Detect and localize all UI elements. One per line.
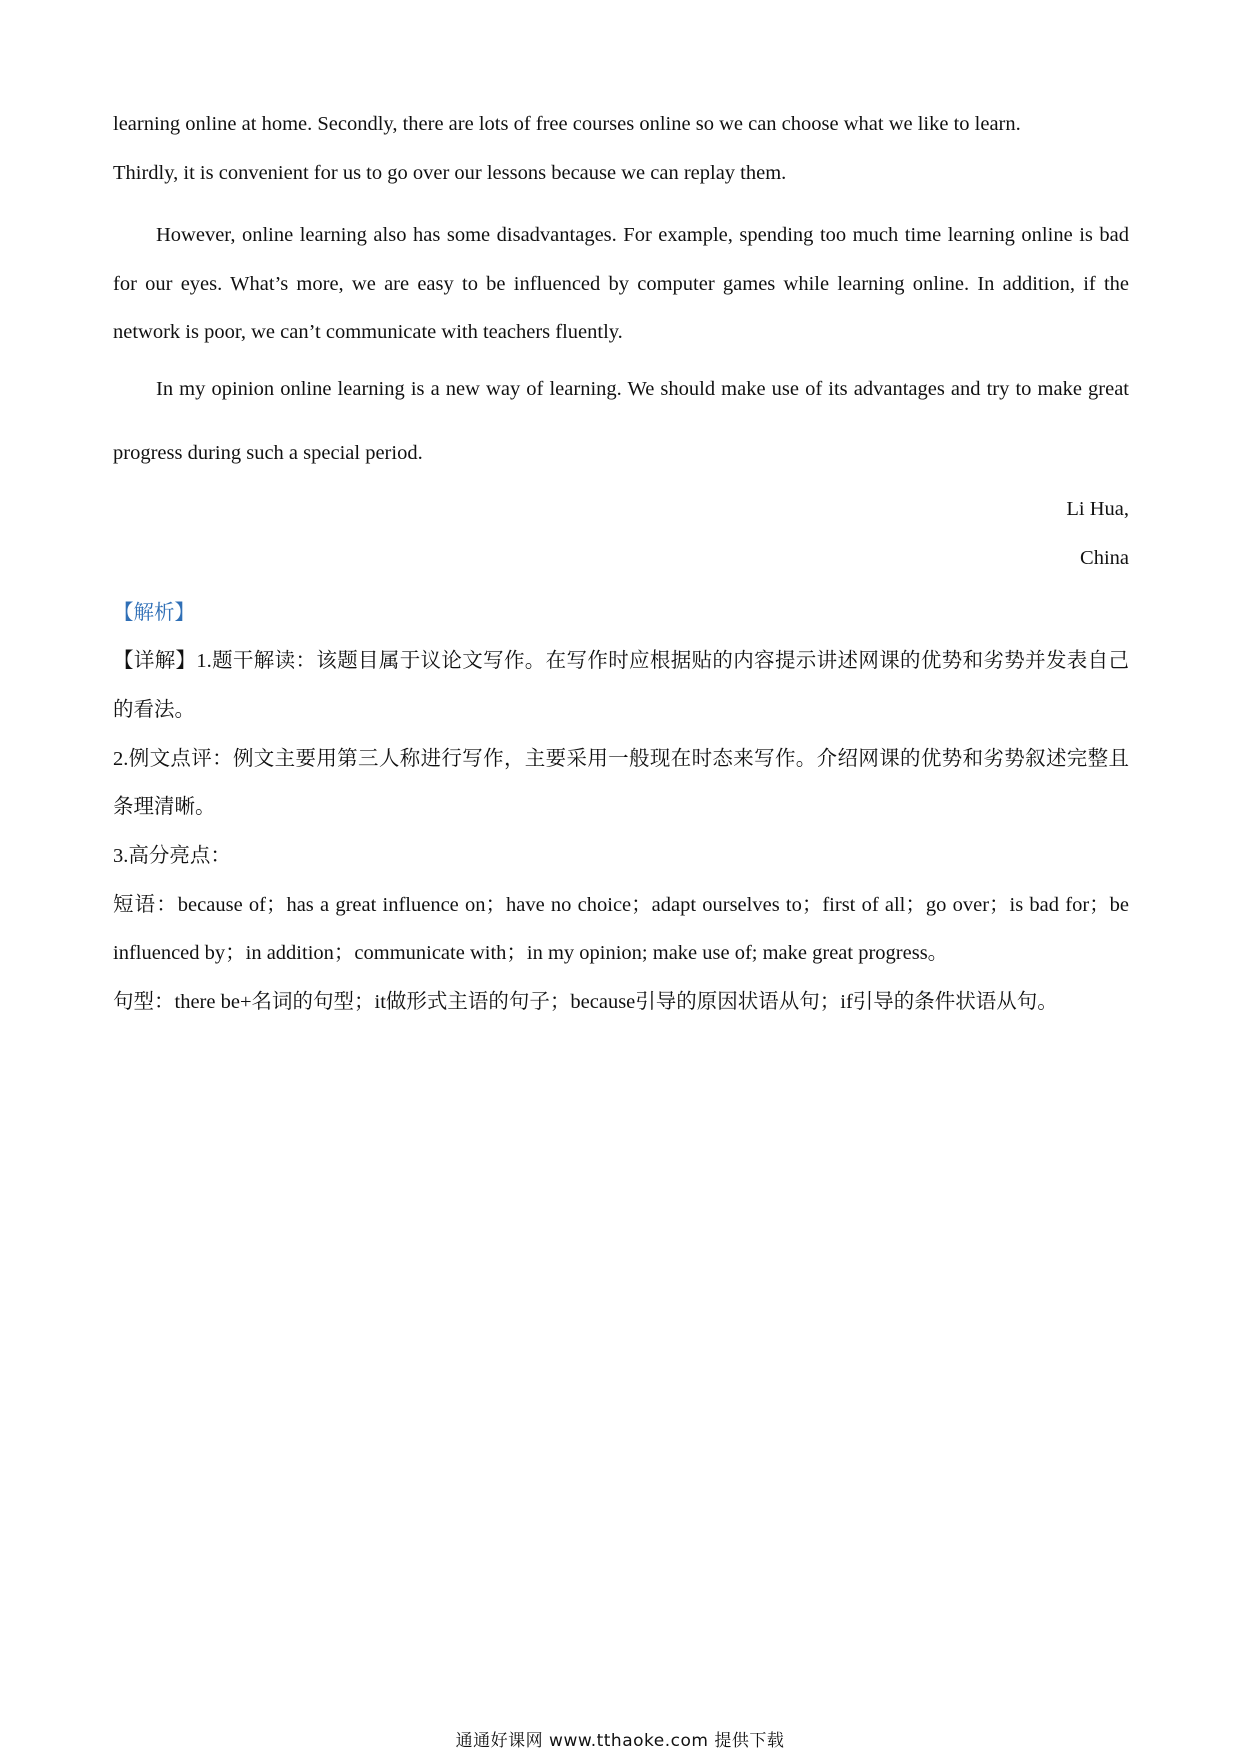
analysis-point-1 [113,637,1129,734]
signature-place: China [1080,546,1129,569]
analysis-point-2: 2.例文点评：例文主要用第三人称进行写作，主要采用一般现在时态来写作。介绍网课的优势和劣势叙述完整且条理清晰。 [113,747,1129,819]
detail-label: 【详解】 [113,650,197,673]
essay-line: learning online at home. Secondly, there are lots of free courses online so we can choose what we like to learn. [113,113,1021,135]
essay-paragraph-opinion: In my opinion online learning is a new way of learning. We should make use of its advantages and try to make great progress during such a special period. [113,377,1129,464]
essay-line: Thirdly, it is convenient for us to go over our lessons because we can replay them. [113,161,787,184]
signature-name: Li Hua, [1066,497,1129,520]
analysis-sentences: 句型：there be+名词的句型；it做形式主语的句子；because引导的原因状语从句；if引导的条件状语从句。 [113,991,1058,1014]
analysis-heading: 【解析】 [113,601,195,624]
page-footer: 通通好课网 www.tthaoke.com 提供下载 [455,1731,785,1751]
analysis-point-3: 3.高分亮点： [113,845,231,868]
analysis-point-1-text: 1.题干解读：该题目属于议论文写作。在写作时应根据贴的内容提示讲述网课的优势和劣势并发表自己的看法。 [113,650,1130,721]
analysis-phrases: 短语：because of；has a great influence on；have no choice；adapt ourselves to；first of all；go over；is bad for；be influenced by；in addition；communicate with；in my opinion; make use of; make great progress。 [113,893,1129,965]
model-essay [113,100,1129,583]
page-content [113,100,1129,1027]
analysis-section [113,589,1129,1027]
essay-paragraph-disadvantages: However, online learning also has some disadvantages. For example, spending too much time learning online is bad for our eyes. What’s more, we are easy to be influenced by computer games while learning online. In addition, if the network is poor, we can’t communicate with teachers fluently. [113,224,1129,343]
